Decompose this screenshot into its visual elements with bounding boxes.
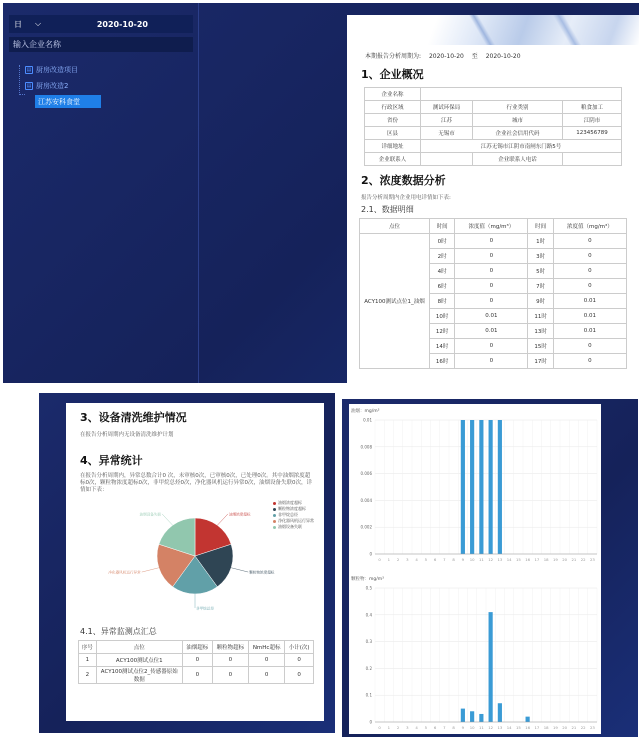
unit-select[interactable]: 日 <box>14 19 22 29</box>
table-cell: 0 <box>285 654 314 667</box>
x-tick-label: 13 <box>497 557 503 562</box>
period-sep: 至 <box>471 53 478 60</box>
table-cell: 14时 <box>430 339 455 354</box>
name-label: 企业名称 <box>365 88 421 101</box>
x-tick-label: 12 <box>488 725 494 730</box>
credit-value: 123456789 <box>563 127 622 140</box>
bar[interactable] <box>479 420 483 554</box>
table-cell: 0 <box>553 339 626 354</box>
table-cell: 0 <box>248 654 284 667</box>
x-tick-label: 10 <box>469 557 475 562</box>
y-tick-label: 0 <box>369 551 372 557</box>
pie-label-line <box>142 568 159 572</box>
bar[interactable] <box>526 717 530 722</box>
tree-item-canteen[interactable] <box>35 95 101 108</box>
table-cell: 1时 <box>528 234 553 249</box>
x-tick-label: 17 <box>534 557 540 562</box>
table-cell: 1 <box>79 654 97 667</box>
x-tick-label: 4 <box>415 557 418 562</box>
bar[interactable] <box>461 709 465 722</box>
province-value: 江苏 <box>421 114 473 127</box>
y-tick-label: 0.5 <box>365 585 372 591</box>
table-cell: 0 <box>212 654 248 667</box>
y-tick-label: 0.006 <box>360 471 372 477</box>
pie-slice-label: 颗粒物浓度超标 <box>249 570 275 575</box>
sidebar <box>3 3 199 383</box>
period-end: 2020-10-20 <box>485 53 521 60</box>
legend-label: 油烟设备失联 <box>278 524 302 529</box>
y-tick-label: 0 <box>369 719 372 725</box>
report-page-3 <box>349 404 601 734</box>
x-tick-label: 3 <box>406 557 409 562</box>
x-tick-label: 20 <box>562 557 568 562</box>
chart-1-svg <box>349 408 601 566</box>
particulate-bar-chart <box>349 576 601 734</box>
company-info-table <box>364 87 622 166</box>
credit-label: 企业社会信用代码 <box>473 127 563 140</box>
table-cell: 2 <box>79 667 97 684</box>
chevron-down-icon[interactable]: ⌵ <box>34 19 42 28</box>
col-header: NmHc超标 <box>248 641 284 654</box>
y-tick-label: 0.2 <box>365 665 372 671</box>
x-tick-label: 2 <box>396 557 400 562</box>
file-icon: ▤ <box>26 66 32 73</box>
table-cell: 15时 <box>528 339 553 354</box>
table-cell: 0 <box>553 234 626 249</box>
app-window <box>3 3 639 383</box>
x-tick-label: 9 <box>461 725 465 730</box>
x-tick-label: 22 <box>580 557 586 562</box>
x-tick-label: 3 <box>406 725 409 730</box>
abnormal-pie-chart <box>66 494 324 612</box>
x-tick-label: 6 <box>433 725 437 730</box>
table-cell: 0.01 <box>553 294 626 309</box>
legend-item[interactable] <box>273 524 314 530</box>
table-cell: 6时 <box>430 279 455 294</box>
bar[interactable] <box>470 711 474 722</box>
col-header: 颗粒物超标 <box>212 641 248 654</box>
x-tick-label: 4 <box>415 725 418 730</box>
legend-label: 净化器风机运行异常 <box>278 518 314 523</box>
table-cell: 13时 <box>528 324 553 339</box>
bar[interactable] <box>489 420 493 554</box>
col-header: 小计(次) <box>285 641 314 654</box>
col-header: 时间 <box>430 219 455 234</box>
table-cell: 12时 <box>430 324 455 339</box>
table-cell: 0.01 <box>553 324 626 339</box>
table-cell: 7时 <box>528 279 553 294</box>
y-tick-label: 0.4 <box>365 612 372 618</box>
oil-fume-bar-chart <box>349 408 601 566</box>
legend-label: 非甲烷总烃 <box>278 512 298 517</box>
x-tick-label: 14 <box>506 725 512 730</box>
table-cell: 0 <box>455 279 528 294</box>
abnormal-summary-table <box>78 640 314 684</box>
province-label: 省份 <box>365 114 421 127</box>
x-tick-label: 15 <box>515 557 521 562</box>
city-value: 江阴市 <box>563 114 622 127</box>
x-tick-label: 19 <box>552 725 558 730</box>
y-tick-label: 0.004 <box>360 497 372 503</box>
report-page-2 <box>66 403 324 721</box>
y-tick-label: 0.008 <box>360 444 372 450</box>
pie-label-line <box>217 514 228 525</box>
contact-value <box>421 153 473 166</box>
period-start: 2020-10-20 <box>428 53 464 60</box>
section-3-note: 在报告分析周期内无设备清洗维护计划 <box>80 432 174 438</box>
section-2-note: 报告分析周期内企业用电详情如下表: <box>361 195 451 201</box>
industry-value: 粮食加工 <box>563 101 622 114</box>
tree-item-label: 厨房改造项目 <box>36 65 78 74</box>
chart-1-ylabel: 油烟：mg/m³ <box>351 409 380 414</box>
pie-slice-label: 非甲烷总烃 <box>196 606 214 611</box>
table-cell: 16时 <box>430 354 455 369</box>
table-cell: 4时 <box>430 264 455 279</box>
x-tick-label: 18 <box>543 725 549 730</box>
table-cell: 0 <box>285 667 314 684</box>
x-tick-label: 6 <box>433 557 437 562</box>
pie-label-line <box>231 568 248 572</box>
table-cell: 0.01 <box>455 324 528 339</box>
x-tick-label: 7 <box>443 557 446 562</box>
date-selector[interactable] <box>9 15 193 33</box>
legend-dot-icon <box>273 502 276 505</box>
district-label: 区县 <box>365 127 421 140</box>
x-tick-label: 9 <box>461 557 465 562</box>
table-cell: 0 <box>553 354 626 369</box>
x-tick-label: 16 <box>525 557 531 562</box>
pie-slice-label: 油烟浓度超标 <box>228 512 251 517</box>
admin-value: 测试环保局 <box>421 101 473 114</box>
x-tick-label: 23 <box>589 725 595 730</box>
phone-value <box>563 153 622 166</box>
address-label: 详细地址 <box>365 140 421 153</box>
table-cell: 8时 <box>430 294 455 309</box>
x-tick-label: 14 <box>506 557 512 562</box>
x-tick-label: 17 <box>534 725 540 730</box>
table-cell: 0 <box>455 354 528 369</box>
col-header: 点位 <box>96 641 182 654</box>
table-cell: 9时 <box>528 294 553 309</box>
table-cell: 5时 <box>528 264 553 279</box>
x-tick-label: 11 <box>478 557 484 562</box>
tree-item-label: 厨房改造2 <box>36 81 69 90</box>
y-tick-label: 0.01 <box>363 417 372 423</box>
legend-dot-icon <box>273 514 276 517</box>
pie-label-line <box>162 514 173 525</box>
table-cell: 0 <box>553 264 626 279</box>
report-period <box>365 51 639 60</box>
section-1-title: 1、企业概况 <box>361 68 424 81</box>
legend-label: 颗粒物浓度超标 <box>278 506 306 511</box>
section-4-1-title: 4.1、异常监测点汇总 <box>80 627 157 636</box>
bar[interactable] <box>461 420 465 554</box>
table-cell: 0 <box>455 234 528 249</box>
x-tick-label: 1 <box>387 725 391 730</box>
x-tick-label: 8 <box>452 557 455 562</box>
legend-dot-icon <box>273 508 276 511</box>
y-tick-label: 0.3 <box>365 639 372 645</box>
section-3-title: 3、设备清洗维护情况 <box>80 411 187 424</box>
x-tick-label: 15 <box>515 725 521 730</box>
chart-2-svg <box>349 576 601 734</box>
table-cell: 10时 <box>430 309 455 324</box>
x-tick-label: 8 <box>452 725 455 730</box>
address-value: 江苏无锡市江阴市南闸东门路5号 <box>421 140 622 153</box>
date-value[interactable]: 2020-10-20 <box>96 19 148 29</box>
col-header: 油烟超标 <box>182 641 212 654</box>
company-search-input[interactable]: 输入企业名称 <box>9 37 193 52</box>
x-tick-label: 16 <box>525 725 531 730</box>
table-cell: 0 <box>455 339 528 354</box>
col-header: 浓度值（mg/m³） <box>455 219 528 234</box>
x-tick-label: 22 <box>580 725 586 730</box>
bar[interactable] <box>498 420 502 554</box>
legend-dot-icon <box>273 526 276 529</box>
x-tick-label: 23 <box>589 557 595 562</box>
industry-label: 行业类别 <box>473 101 563 114</box>
x-tick-label: 12 <box>488 557 494 562</box>
point-cell: ACY100测试点位1_油烟 <box>360 234 430 369</box>
table-cell: 0 <box>182 667 212 684</box>
pie-slice-label: 净化器风机运行异常 <box>108 570 141 575</box>
table-cell: ACY100测试点位2_传感器原始数据 <box>96 667 182 684</box>
table-cell: 2时 <box>430 249 455 264</box>
x-tick-label: 19 <box>552 557 558 562</box>
x-tick-label: 10 <box>469 725 475 730</box>
table-cell: 0 <box>455 249 528 264</box>
x-tick-label: 0 <box>378 557 381 562</box>
table-cell: 0.01 <box>553 309 626 324</box>
x-tick-label: 2 <box>396 725 400 730</box>
name-value <box>421 88 622 101</box>
pie-slice-label: 油烟设备失联 <box>139 512 162 517</box>
table-cell: ACY100测试点位1 <box>96 654 182 667</box>
col-header: 点位 <box>360 219 430 234</box>
chart-2-ylabel: 颗粒物：mg/m³ <box>351 577 384 582</box>
bar[interactable] <box>498 703 502 722</box>
x-tick-label: 5 <box>424 725 428 730</box>
x-tick-label: 13 <box>497 725 503 730</box>
section-2-title: 2、浓度数据分析 <box>361 174 446 187</box>
x-tick-label: 0 <box>378 725 381 730</box>
concentration-table <box>359 218 627 369</box>
x-tick-label: 21 <box>571 557 577 562</box>
x-tick-label: 11 <box>478 725 484 730</box>
table-row <box>79 667 314 684</box>
col-header: 序号 <box>79 641 97 654</box>
table-cell: 0 <box>553 249 626 264</box>
district-value: 无锡市 <box>421 127 473 140</box>
legend-dot-icon <box>273 520 276 523</box>
legend-label: 油烟浓度超标 <box>278 500 302 505</box>
tree-item-project-1[interactable] <box>25 63 195 76</box>
table-cell: 0 <box>212 667 248 684</box>
table-row <box>360 234 627 249</box>
city-label: 城市 <box>473 114 563 127</box>
table-cell: 3时 <box>528 249 553 264</box>
tree-item-project-2[interactable] <box>25 79 195 92</box>
y-tick-label: 0.1 <box>365 692 372 698</box>
x-tick-label: 21 <box>571 725 577 730</box>
contact-label: 企业联系人 <box>365 153 421 166</box>
bar[interactable] <box>470 420 474 554</box>
col-header: 时间 <box>528 219 553 234</box>
pie-legend <box>273 500 314 530</box>
report-banner <box>347 15 639 45</box>
file-icon: ▤ <box>26 82 32 89</box>
x-tick-label: 1 <box>387 557 391 562</box>
table-cell: 0 <box>455 294 528 309</box>
company-tree <box>25 63 195 111</box>
section-4-text: 在报告分析周期内，异常总数合计0 次，未审核0次，已审核0次，已处理0次。其中油烟浓度超标0次，颗粒物浓度超标0次，非甲烷总烃0次，净化器风机运行异常0次，油烟设备失联0次，详情如下表： <box>80 473 312 493</box>
table-cell: 17时 <box>528 354 553 369</box>
admin-label: 行政区域 <box>365 101 421 114</box>
y-tick-label: 0.002 <box>360 524 372 530</box>
table-cell: 0 <box>553 279 626 294</box>
table-cell: 0 <box>455 264 528 279</box>
x-tick-label: 5 <box>424 557 428 562</box>
phone-label: 企业联系人电话 <box>473 153 563 166</box>
table-cell: 0 <box>248 667 284 684</box>
x-tick-label: 20 <box>562 725 568 730</box>
x-tick-label: 7 <box>443 725 446 730</box>
table-row <box>79 654 314 667</box>
section-2-1-title: 2.1、数据明细 <box>361 205 414 214</box>
period-label: 本期报告分析周期为: <box>365 53 422 60</box>
bar[interactable] <box>479 714 483 722</box>
tree-item-label: 江苏安科食堂 <box>38 97 80 106</box>
section-4-title: 4、异常统计 <box>80 454 143 467</box>
x-tick-label: 18 <box>543 557 549 562</box>
col-header: 浓度值（mg/m³） <box>553 219 626 234</box>
table-cell: 0.01 <box>455 309 528 324</box>
table-cell: 0 <box>182 654 212 667</box>
report-page-1 <box>347 15 639 385</box>
table-cell: 11时 <box>528 309 553 324</box>
table-cell: 0时 <box>430 234 455 249</box>
bar[interactable] <box>489 612 493 722</box>
